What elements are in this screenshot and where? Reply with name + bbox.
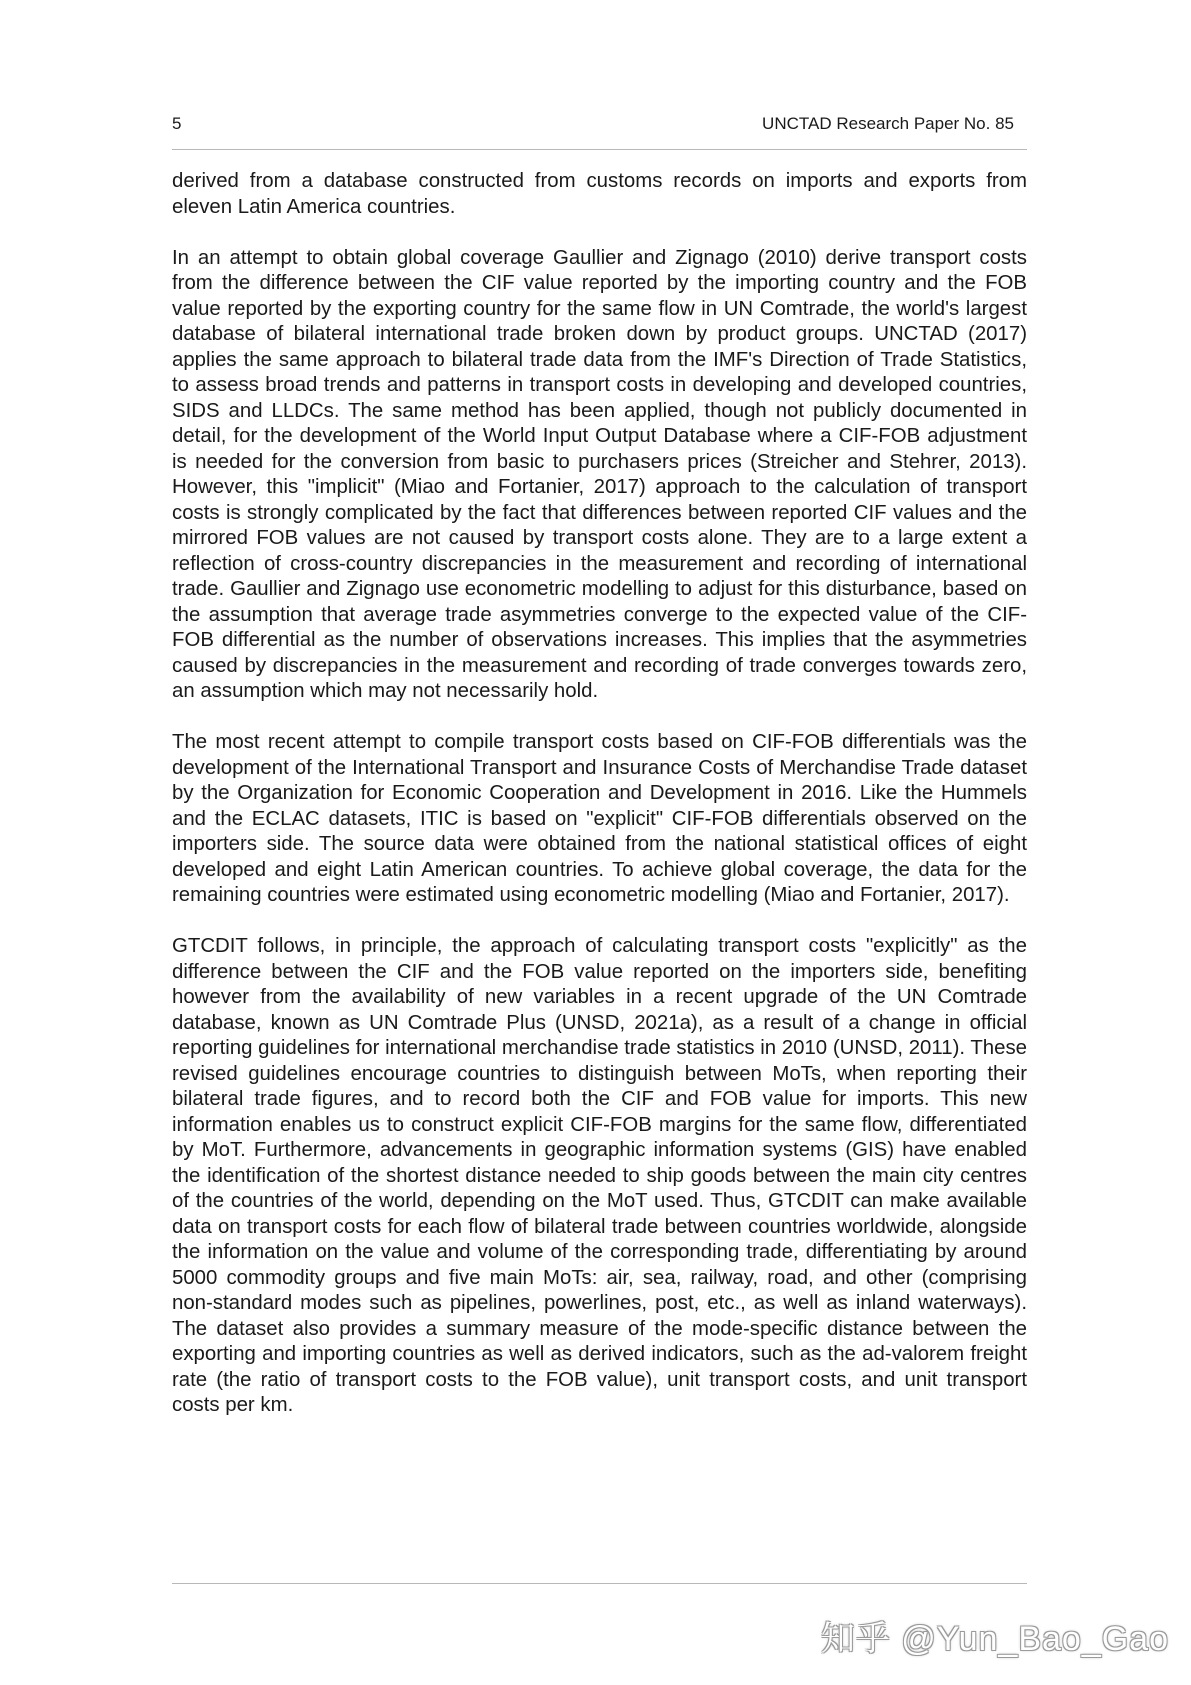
paragraph-gaullier-zignago: In an attempt to obtain global coverage Gaullier and Zignago (2010) derive transport costs from the difference between the CIF value reported by the importing country and the FOB value reported by the exporting country for the same flow in UN Comtrade, the world's largest database of bilateral international trade broken down by product groups. UNCTAD (2017) applies the same approach to bilateral trade data from the IMF's Direction of Trade Statistics, to assess broad trends and patterns in transport costs in developing and developed countries, SIDS and LLDCs. The same method has been applied, though not publicly documented in detail, for the development of the World Input Output Database where a CIF-FOB adjustment is needed for the conversion from basic to purchasers prices (Streicher and Stehrer, 2013). However, this "implicit" (Miao and Fortanier, 2017) approach to the calculation of transport costs is strongly complicated by the fact that differences between reported CIF values and the mirrored FOB values are not caused by transport costs alone. They are to a large extent a reflection of cross-country discrepancies in the measurement and recording of international trade. Gaullier and Zignago use econometric modelling to adjust for this disturbance, based on the assumption that average trade asymmetries converge to the expected value of the CIF-FOB differential as the number of observations increases. This implies that the asymmetries caused by discrepancies in the measurement and recording of trade converges towards zero, an assumption which may not necessarily hold. (172, 246, 1027, 702)
page-number: 5 (172, 114, 182, 133)
paragraph-itic: The most recent attempt to compile transport costs based on CIF-FOB differentials was the development of the International Transport and Insurance Costs of Merchandise Trade dataset by the Organization for Economic Cooperation and Development in 2016. Like the Hummels and the ECLAC datasets, ITIC is based on "explicit" CIF-FOB differentials observed on the importers side. The source data were obtained from the national statistical offices of eight developed and eight Latin American countries. To achieve global coverage, the data for the remaining countries were estimated using econometric modelling (Miao and Fortanier, 2017). (172, 731, 1027, 906)
running-title: UNCTAD Research Paper No. 85 (762, 114, 1014, 133)
footer-divider (172, 1583, 1027, 1584)
zhihu-watermark: 知乎 @Yun_Bao_Gao (820, 1620, 1169, 1658)
paragraph-continuation: derived from a database constructed from customs records on imports and exports from eleven Latin America countries. (172, 170, 1027, 218)
header-divider (172, 149, 1027, 150)
page-header (172, 112, 1027, 136)
paragraph-gtcdit: GTCDIT follows, in principle, the approach of calculating transport costs "explicitly" as the difference between the CIF and the FOB value reported on the importers side, benefiting however from the availability of new variables in a recent upgrade of the UN Comtrade database, known as UN Comtrade Plus (UNSD, 2021a), as a result of a change in official reporting guidelines for international merchandise trade statistics in 2010 (UNSD, 2011). These revised guidelines encourage countries to distinguish between MoTs, when reporting their bilateral trade figures, and to record both the CIF and FOB value for imports. This new information enables us to construct explicit CIF-FOB margins for the same flow, differentiated by MoT. Furthermore, advancements in geographic information systems (GIS) have enabled the identification of the shortest distance needed to ship goods between the main city centres of the countries of the world, depending on the MoT used. Thus, GTCDIT can make available data on transport costs for each flow of bilateral trade between countries worldwide, alongside the information on the value and volume of the corresponding trade, differentiating by around 5000 commodity groups and five main MoTs: air, sea, railway, road, and other (comprising non-standard modes such as pipelines, powerlines, post, etc., as well as inland waterways). The dataset also provides a summary measure of the mode-specific distance between the exporting and importing countries as well as derived indicators, such as the ad-valorem freight rate (the ratio of transport costs to the FOB value), unit transport costs, and unit transport costs per km. (172, 935, 1027, 1416)
body-text (172, 169, 1027, 1444)
